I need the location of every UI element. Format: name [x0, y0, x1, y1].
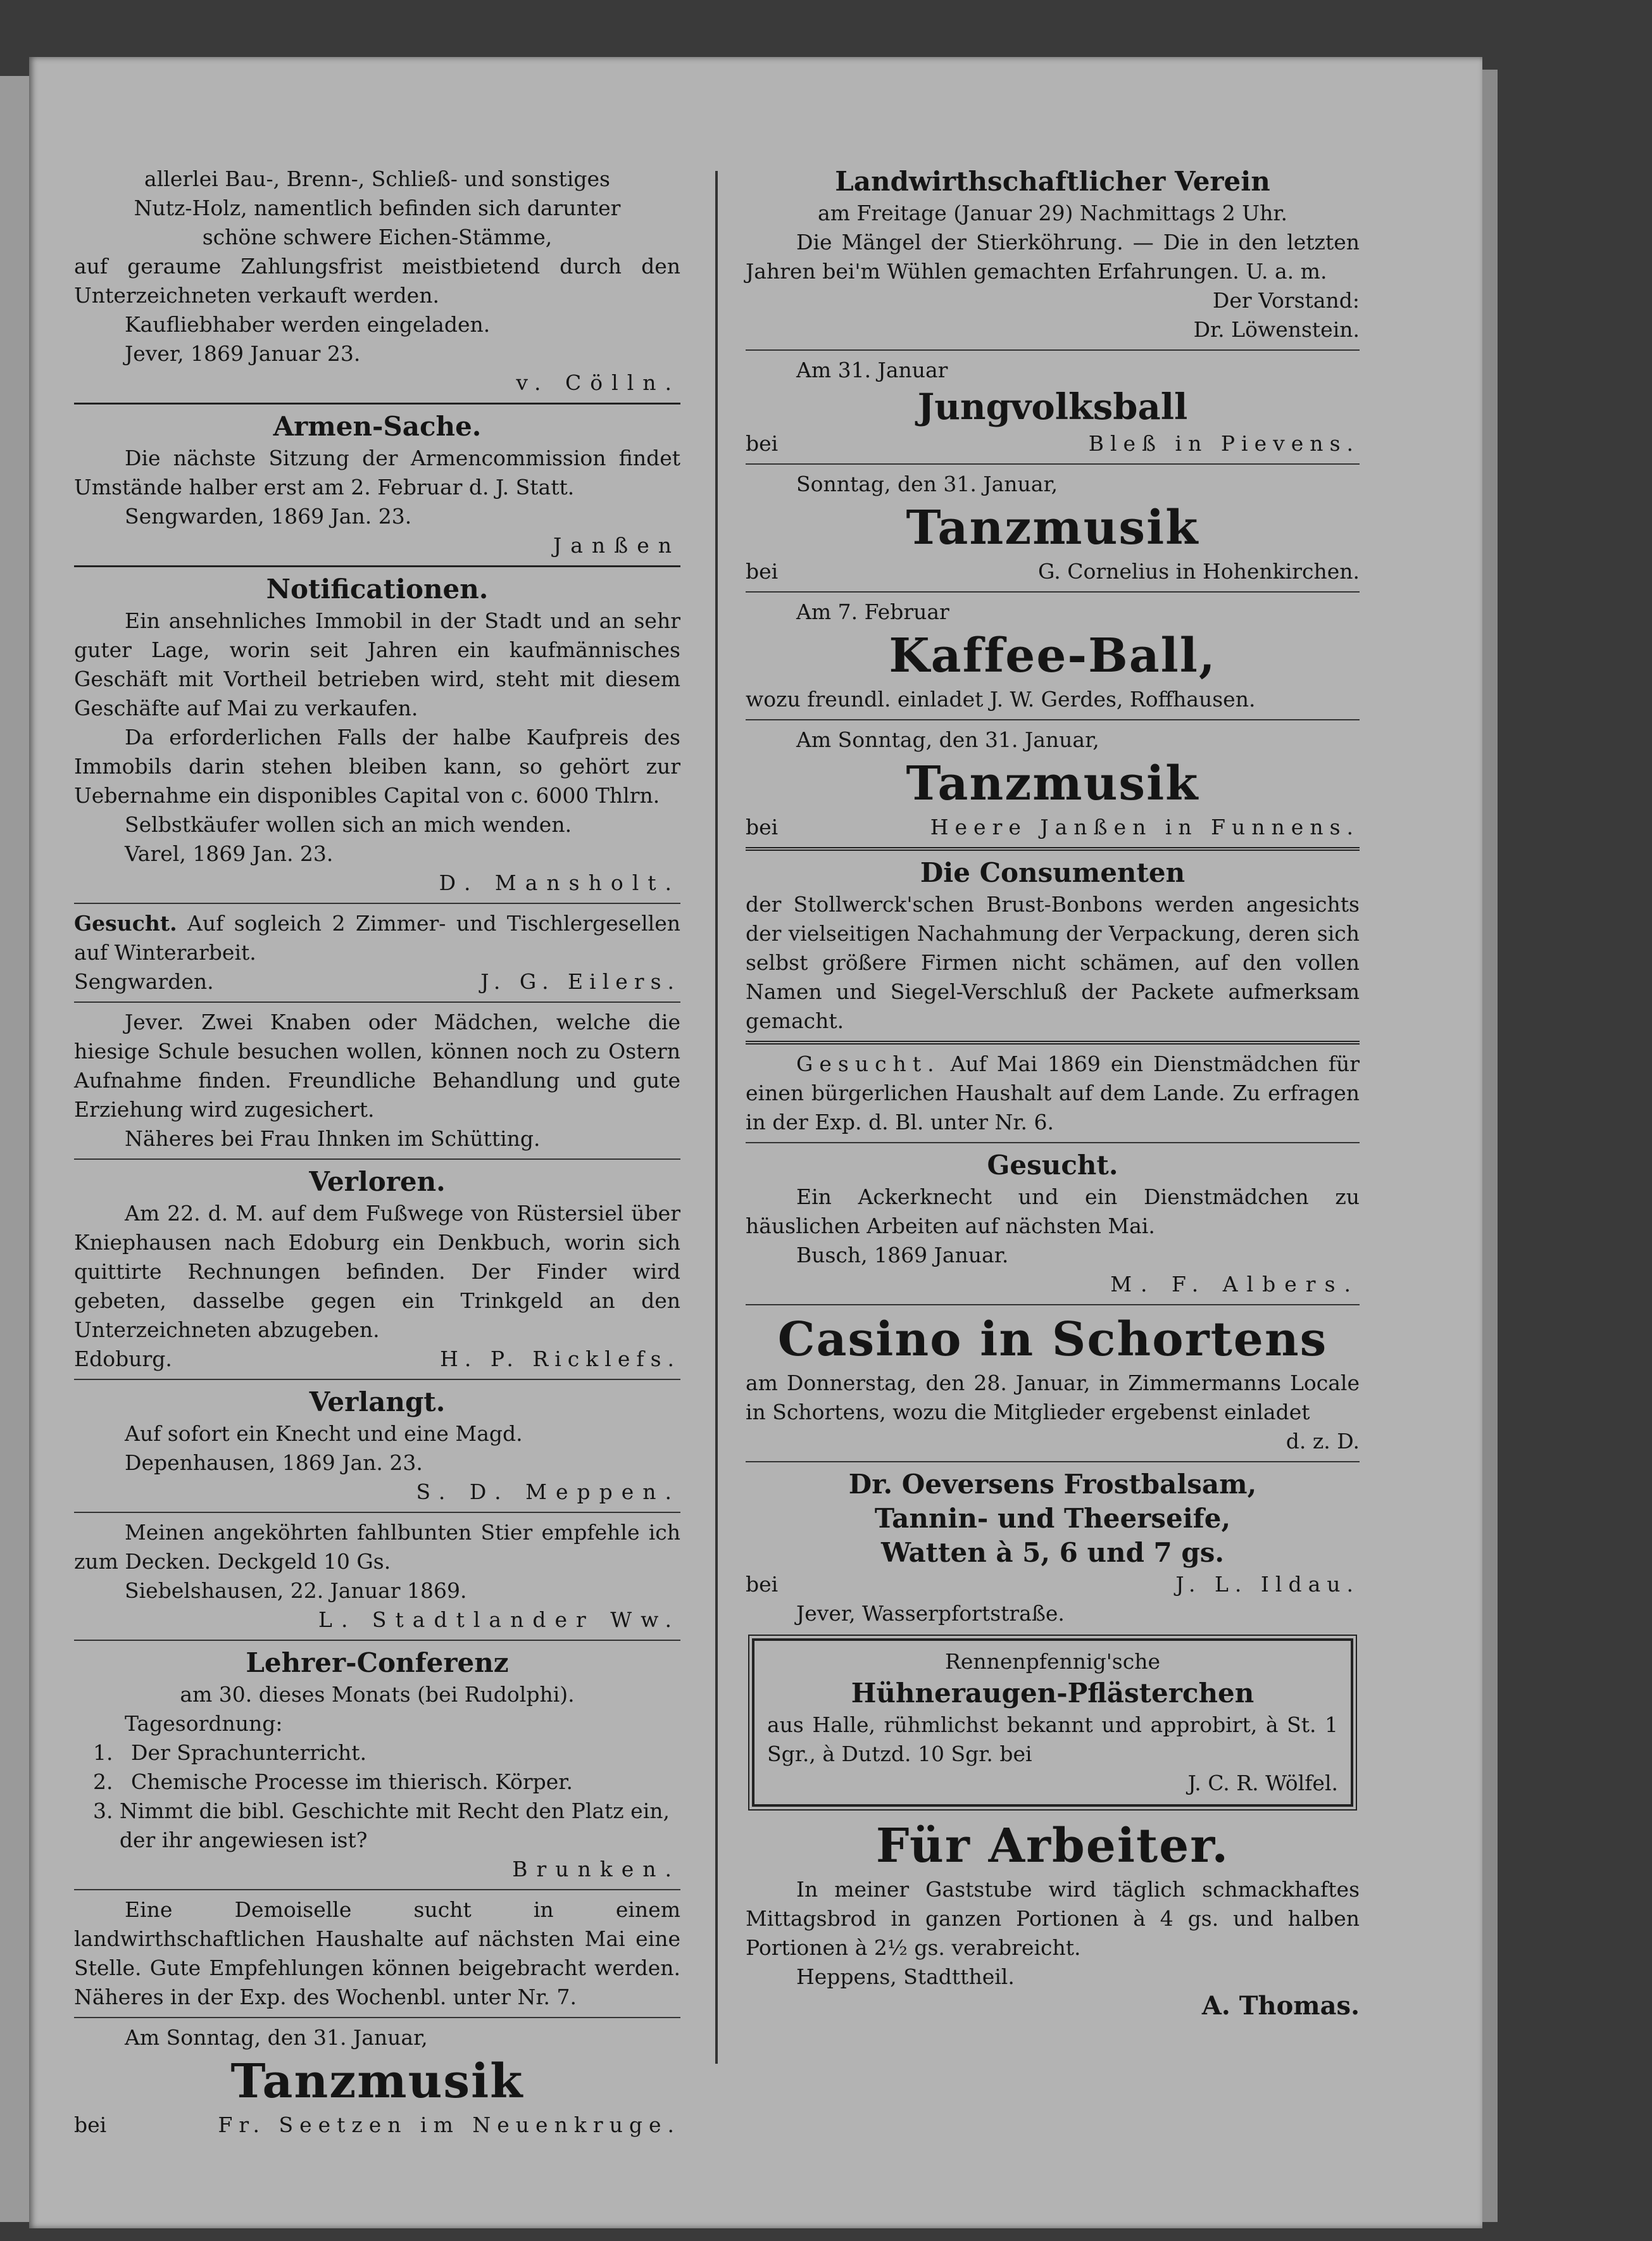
ad-lead: Jever.: [125, 1010, 184, 1034]
ad-subheading: am Freitage (Januar 29) Nachmittags 2 Uhr.: [818, 201, 1287, 225]
ad-paragraph: Da erforderlichen Falls der halbe Kaufpreis des Immobils darin stehen bleiben kann, so gehört zur Uebernahme ein disponibles Capital von c. 6000 Thlrn.: [74, 725, 680, 808]
item-text: Chemische Processe im thierisch. Körper.: [131, 1769, 573, 1794]
ad-signature: S. D. Meppen.: [416, 1479, 680, 1504]
ad-bei: bei: [746, 431, 779, 456]
ad-bei: bei: [74, 2112, 107, 2137]
ad-landwirth-verein: [746, 165, 1360, 344]
ad-line: allerlei Bau-, Brenn-, Schließ- und sonstiges: [144, 166, 610, 191]
ad-place: Sengwarden.: [74, 969, 214, 994]
ad-date: Am 31. Januar: [796, 358, 948, 382]
ad-heading: Armen-Sache.: [273, 411, 482, 442]
ad-notificationen: [74, 572, 680, 898]
ad-bei: bei: [746, 815, 779, 839]
ad-text: aus Halle, rühmlichst bekannt und approbirt, à St. 1 Sgr., à Dutzd. 10 Sgr. bei: [767, 1712, 1338, 1766]
ad-title: Tanzmusik: [230, 2054, 524, 2109]
ad-text: Auf Mai 1869 ein Dienstmädchen für einen bürgerlichen Haushalt auf dem Lande. Zu erfragen in der Exp. d. Bl. unter Nr. 6.: [746, 1051, 1360, 1134]
ad-title: Für Arbeiter.: [875, 1819, 1230, 1873]
ad-place: Sengwarden, 1869 Jan. 23.: [125, 504, 412, 529]
ad-host: Fr. Seetzen im Neuenkruge.: [218, 2112, 680, 2137]
ad-text: Meinen angeköhrten fahlbunten Stier empfehle ich zum Decken. Deckgeld 10 Gs.: [74, 1520, 680, 1574]
ad-gesucht-ackerknecht: [746, 1148, 1360, 1299]
ad-signature: Dr. Löwenstein.: [1193, 317, 1360, 342]
ad-armen-sache: [74, 410, 680, 560]
ad-gesucht-tischler: [74, 909, 680, 996]
item-text: Der Sprachunterricht.: [131, 1740, 367, 1765]
ad-lead: Gesucht.: [796, 1051, 941, 1076]
ad-huehneraugen-box: [752, 1638, 1353, 1807]
ad-text: Die nächste Sitzung der Armencommission findet Umstände halber erst am 2. Februar d. J. Statt.: [74, 446, 680, 499]
ad-invite: Kaufliebhaber werden eingeladen.: [125, 312, 491, 337]
ad-heading: Verlangt.: [309, 1386, 446, 1417]
ad-heading: Lehrer-Conferenz: [246, 1647, 509, 1678]
ad-heading: Landwirthschaftlicher Verein: [835, 166, 1270, 197]
ad-bei: bei: [746, 559, 779, 584]
divider: [746, 591, 1360, 593]
ad-signature: J. C. R. Wölfel.: [1187, 1771, 1338, 1795]
ad-text: Auf sofort ein Knecht und eine Magd.: [125, 1421, 523, 1446]
divider: [746, 349, 1360, 351]
ad-place: Varel, 1869 Jan. 23.: [125, 841, 334, 866]
column-divider: [715, 171, 718, 2064]
ad-consumenten: [746, 856, 1360, 1036]
ad-kaffee-ball: [746, 598, 1360, 714]
ad-signature: L. Stadtlander Ww.: [318, 1607, 680, 1632]
item-number: 3.: [93, 1798, 113, 1823]
divider: [74, 1889, 680, 1890]
ad-title: Tanzmusik: [906, 756, 1199, 811]
ad-text: Ein Ackerknecht und ein Dienstmädchen zu häuslichen Arbeiten auf nächsten Mai.: [746, 1184, 1360, 1238]
divider: [74, 1379, 680, 1380]
ad-place: Busch, 1869 Januar.: [796, 1243, 1009, 1267]
ad-host: Bleß in Pievens.: [1088, 431, 1360, 456]
ad-timber-auction: [74, 165, 680, 398]
ad-place: Jever, 1869 Januar 23.: [125, 341, 361, 366]
ad-signature: D. Mansholt.: [439, 870, 680, 895]
previous-page-edge: [0, 76, 29, 2222]
divider: [74, 1158, 680, 1160]
ad-bei: bei: [746, 1572, 779, 1597]
ad-title: Kaffee-Ball,: [889, 629, 1217, 683]
agenda-label: Tagesordnung:: [125, 1711, 283, 1736]
ad-board: Der Vorstand:: [1212, 288, 1360, 313]
ad-jever-school: [74, 1008, 680, 1153]
ad-contact: Näheres bei Frau Ihnken im Schütting.: [125, 1126, 541, 1151]
ad-text: In meiner Gaststube wird täglich schmackhaftes Mittagsbrod in ganzen Portionen à 4 gs. und halben Portionen à 2½ gs. verabreicht.: [746, 1877, 1360, 1960]
ad-text: Zwei Knaben oder Mädchen, welche die hiesige Schule besuchen wollen, können noch zu Ostern Aufnahme finden. Freundliche Behandlung und gute Erziehung wird zugesichert.: [74, 1010, 680, 1122]
ad-place: Edoburg.: [74, 1346, 172, 1371]
ad-tanzmusik-neuenkruge: [74, 2023, 680, 2140]
ad-gesucht-dienstmaedchen: [746, 1050, 1360, 1137]
ad-line: Dr. Oeversens Frostbalsam,: [848, 1469, 1257, 1500]
ad-verlangt: [74, 1385, 680, 1507]
ad-fuer-arbeiter: [746, 1817, 1360, 2021]
ad-text: Eine Demoiselle sucht in einem landwirthschaftlichen Haushalte auf nächsten Mai eine Stelle. Gute Empfehlungen können beigebracht werden. Näheres in der Exp. des Wochenbl. unter Nr. 7.: [74, 1897, 680, 2009]
divider: [746, 463, 1360, 465]
ad-date: Am Sonntag, den 31. Januar,: [796, 727, 1099, 752]
ad-title: Jungvolksball: [917, 386, 1188, 428]
ad-signature: M. F. Albers.: [1110, 1272, 1360, 1296]
item-number: 2.: [93, 1769, 113, 1794]
ad-line: Watten à 5, 6 und 7 gs.: [880, 1537, 1225, 1568]
ad-lead: Gesucht.: [74, 911, 177, 936]
ad-signature: H. P. Ricklefs.: [440, 1346, 680, 1371]
ad-signature: Janßen: [553, 533, 680, 558]
agenda-list: [93, 1738, 680, 1855]
ad-text: Die Mängel der Stierköhrung. — Die in den letzten Jahren bei'm Wühlen gemachten Erfahrungen. U. a. m.: [746, 230, 1360, 284]
ad-host: J. L. Ildau.: [1175, 1572, 1360, 1597]
divider: [74, 1512, 680, 1513]
ad-stier: [74, 1518, 680, 1635]
divider: [74, 403, 680, 405]
ad-line: schöne schwere Eichen-Stämme,: [202, 225, 553, 249]
ad-text: Auf sogleich 2 Zimmer- und Tischlergesellen auf Winterarbeit.: [74, 911, 680, 965]
ad-text: wozu freundl. einladet J. W. Gerdes, Roffhausen.: [746, 687, 1256, 712]
ad-paragraph: Selbstkäufer wollen sich an mich wenden.: [125, 812, 572, 837]
ad-signature: J. G. Eilers.: [480, 969, 680, 994]
ad-place: Siebelshausen, 22. Januar 1869.: [125, 1578, 467, 1603]
ad-place: Depenhausen, 1869 Jan. 23.: [125, 1450, 423, 1475]
divider: [74, 2017, 680, 2018]
list-item: [93, 1797, 680, 1855]
ad-signature: v. Cölln.: [516, 370, 680, 395]
ad-tanzmusik-hohenkirchen: [746, 470, 1360, 586]
ad-text: am Donnerstag, den 28. Januar, in Zimmermanns Locale in Schortens, wozu die Mitglieder ergebenst einladet: [746, 1371, 1360, 1424]
right-column: [746, 165, 1360, 2021]
ad-heading: Gesucht.: [987, 1150, 1118, 1181]
ad-heading: Die Consumenten: [920, 857, 1186, 888]
ad-heading: Notificationen.: [266, 574, 489, 605]
ad-demoiselle: [74, 1895, 680, 2012]
list-item: [93, 1738, 680, 1767]
divider: [746, 1041, 1360, 1045]
ad-signature: d. z. D.: [1286, 1429, 1360, 1453]
ad-line: Tannin- und Theerseife,: [874, 1503, 1231, 1534]
ad-text: der Stollwerck'schen Brust-Bonbons werden angesichts der vielseitigen Nachahmung der Verpackung, deren sich selbst größere Firmen nicht schämen, auf den vollen Namen und Siegel-Verschluß der Packete aufmerksam gemacht.: [746, 892, 1360, 1033]
list-item: [93, 1767, 680, 1797]
divider: [74, 1640, 680, 1641]
divider: [74, 1001, 680, 1003]
item-text: Nimmt die bibl. Geschichte mit Recht den Platz ein, der ihr angewiesen ist?: [119, 1798, 670, 1852]
ad-paragraph: Ein ansehnliches Immobil in der Stadt und an sehr guter Lage, worin seit Jahren ein kaufmännisches Geschäft mit Vortheil betrieben wird, steht mit diesem Geschäfte auf Mai zu verkaufen.: [74, 608, 680, 720]
ad-tanzmusik-funnens: [746, 725, 1360, 842]
ad-line: Nutz-Holz, namentlich befinden sich darunter: [134, 196, 621, 220]
ad-title: Hühneraugen-Pflästerchen: [851, 1678, 1255, 1709]
ad-date: Am 7. Februar: [796, 599, 949, 624]
ad-signature: A. Thomas.: [1201, 1991, 1360, 2021]
ad-subheading: am 30. dieses Monats (bei Rudolphi).: [180, 1682, 575, 1707]
ad-host: Heere Janßen in Funnens.: [930, 815, 1360, 839]
divider: [746, 719, 1360, 720]
ad-heading: Verloren.: [309, 1166, 446, 1197]
ad-text: Am 22. d. M. auf dem Fußwege von Rüstersiel über Kniephausen nach Edoburg ein Denkbuch, worin sich quittirte Rechnungen befinden. Der Finder wird gebeten, dasselbe gegen ein Trinkgeld an den Unterzeichneten abzugeben.: [74, 1201, 680, 1342]
divider: [746, 847, 1360, 851]
ad-jungvolksball: [746, 356, 1360, 458]
ad-date: Sonntag, den 31. Januar,: [796, 472, 1058, 496]
ad-date: Am Sonntag, den 31. Januar,: [125, 2025, 428, 2050]
ad-lehrer-conferenz: [74, 1646, 680, 1884]
item-number: 1.: [93, 1740, 113, 1765]
divider: [74, 903, 680, 904]
divider: [746, 1142, 1360, 1143]
ad-casino-schortens: [746, 1310, 1360, 1456]
ad-title: Tanzmusik: [906, 501, 1199, 555]
ad-host: G. Cornelius in Hohenkirchen.: [1038, 559, 1360, 584]
ad-signature: Brunken.: [512, 1857, 680, 1881]
ad-address: Jever, Wasserpfortstraße.: [796, 1601, 1065, 1626]
page-edge: [1482, 70, 1498, 2222]
ad-verloren: [74, 1165, 680, 1374]
divider: [74, 565, 680, 567]
ad-frostbalsam: [746, 1467, 1360, 1628]
ad-text: auf geraume Zahlungsfrist meistbietend durch den Unterzeichneten verkauft werden.: [74, 254, 680, 308]
ad-top-line: Rennenpfennig'sche: [945, 1649, 1160, 1674]
left-column: [74, 165, 680, 2140]
ad-place: Heppens, Stadttheil.: [796, 1964, 1015, 1989]
divider: [746, 1304, 1360, 1305]
divider: [746, 1461, 1360, 1462]
ad-title: Casino in Schortens: [777, 1312, 1328, 1367]
